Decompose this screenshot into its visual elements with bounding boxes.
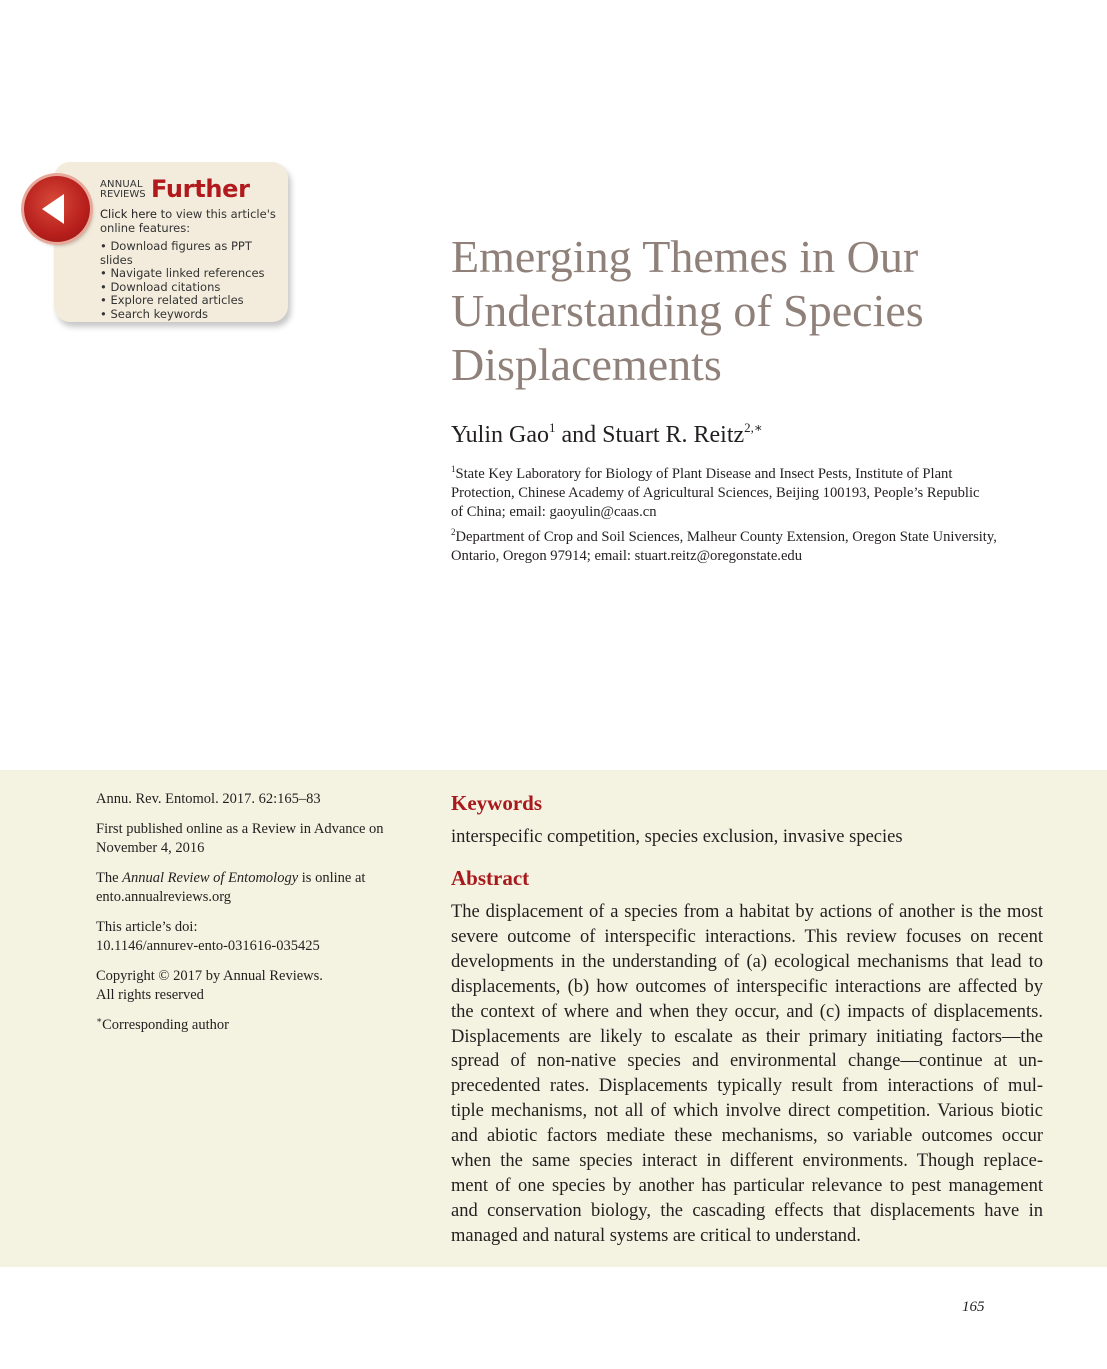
doi-label: This article’s doi: [96, 919, 198, 935]
author-name: Yulin Gao [451, 422, 549, 448]
abstract-line: the context of where and when they occur, and (c) impacts of displacements. [451, 1001, 1043, 1022]
article-title [451, 230, 1071, 392]
affil-line [451, 465, 1041, 484]
feature-item: • Navigate linked references [100, 267, 285, 281]
copyright: Copyright © 2017 by Annual Reviews. [96, 968, 323, 984]
title-line: Displacements [451, 339, 722, 390]
affil-text: Department of Crop and Soil Sciences, Malheur County Extension, Oregon State University, [455, 529, 997, 545]
abstract-line: and abiotic factors mediate these mechanisms, so variable outcomes occur [451, 1126, 1043, 1147]
abstract-line: precedented rates. Displacements typically result from interactions of mul- [451, 1076, 1043, 1097]
title-line: Emerging Themes in Our [451, 231, 919, 282]
annual-label: ANNUAL [100, 179, 143, 190]
affil-mark: 1 [451, 464, 456, 474]
back-arrow-icon[interactable] [24, 176, 90, 242]
abstract-line: managed and natural systems are critical to understand. [451, 1225, 861, 1246]
affil-line: Ontario, Oregon 97914; email: stuart.reitz@oregonstate.edu [451, 548, 803, 564]
affil-line: Protection, Chinese Academy of Agricultural Sciences, Beijing 100193, People’s Republic [451, 485, 980, 501]
doi-value[interactable]: 10.1146/annurev-ento-031616-035425 [96, 938, 320, 954]
affiliation-1 [451, 465, 1041, 522]
title-line: Understanding of Species [451, 285, 924, 336]
doi-block [96, 918, 416, 956]
rights: All rights reserved [96, 987, 204, 1003]
abstract-line: Displacements are likely to escalate as their primary initiating factors—the [451, 1026, 1043, 1047]
abstract-line: developments in the understanding of (a) ecological mechanisms that lead to [451, 951, 1043, 972]
corresponding-author [96, 1016, 416, 1035]
corr-mark: ∗ [96, 1015, 103, 1025]
keywords-heading: Keywords [451, 791, 542, 815]
copyright-block [96, 967, 416, 1005]
click-here-link[interactable]: Click here [100, 207, 157, 221]
journal-online [96, 869, 416, 907]
abstract-line: and conservation biology, the cascading effects that displacements have in [451, 1200, 1043, 1221]
first-published-line: November 4, 2016 [96, 840, 205, 856]
abstract-line: tiple mechanisms, not all of which involve direct competition. Various biotic [451, 1101, 1043, 1122]
abstract-line: when the same species interact in different environments. Though replace- [451, 1151, 1043, 1172]
journal-name: Annual Review of Entomology [122, 870, 299, 886]
further-feature-list [100, 240, 285, 321]
page-number: 165 [962, 1299, 985, 1315]
affil-mark: 2 [451, 527, 456, 537]
author-affil-mark: 2,∗ [744, 420, 763, 435]
abstract-heading: Abstract [451, 866, 530, 890]
abstract-line: The displacement of a species from a habitat by actions of another is the most [451, 902, 1043, 922]
author-affil-mark: 1 [549, 420, 556, 435]
affil-line: of China; email: gaoyulin@caas.cn [451, 504, 657, 520]
journal-url[interactable]: ento.annualreviews.org [96, 889, 232, 905]
affiliation-2 [451, 528, 1041, 566]
abstract-line: spread of non-native species and environmental change—continue at un- [451, 1051, 1043, 1072]
journal-pre: The [96, 870, 123, 886]
author-name: Stuart R. Reitz [602, 422, 745, 448]
feature-item: • Explore related articles [100, 294, 285, 308]
reviews-label: REVIEWS [100, 189, 146, 200]
corr-text: Corresponding author [102, 1017, 229, 1033]
journal-post: is online at [298, 870, 366, 886]
feature-item: • Download citations [100, 281, 285, 295]
author-and: and [555, 422, 603, 448]
citation: Annu. Rev. Entomol. 2017. 62:165–83 [96, 791, 321, 807]
abstract-line: ment of one species by another has particular relevance to pest management [451, 1175, 1043, 1196]
first-published-line: First published online as a Review in Advance on [96, 821, 384, 837]
abstract-text [451, 900, 1043, 1249]
affil-text: State Key Laboratory for Biology of Plant Disease and Insect Pests, Institute of Plant [455, 466, 953, 482]
further-intro [100, 208, 280, 235]
affil-line [451, 528, 1041, 547]
abstract-line: displacements, (b) how outcomes of interspecific interactions are affected by [451, 976, 1043, 997]
journal-line [96, 869, 416, 888]
feature-item: • Download figures as PPT slides [100, 240, 285, 267]
authors [451, 420, 763, 450]
sidebar-info [96, 790, 416, 1046]
further-title: Further [151, 175, 250, 203]
first-published [96, 820, 416, 858]
keywords-text: interspecific competition, species exclusion, invasive species [451, 827, 903, 847]
further-intro-text: to view this article's online features: [100, 207, 276, 235]
abstract-line: severe outcome of interspecific interactions. This review focuses on recent [451, 926, 1043, 947]
feature-item: • Search keywords [100, 308, 285, 322]
